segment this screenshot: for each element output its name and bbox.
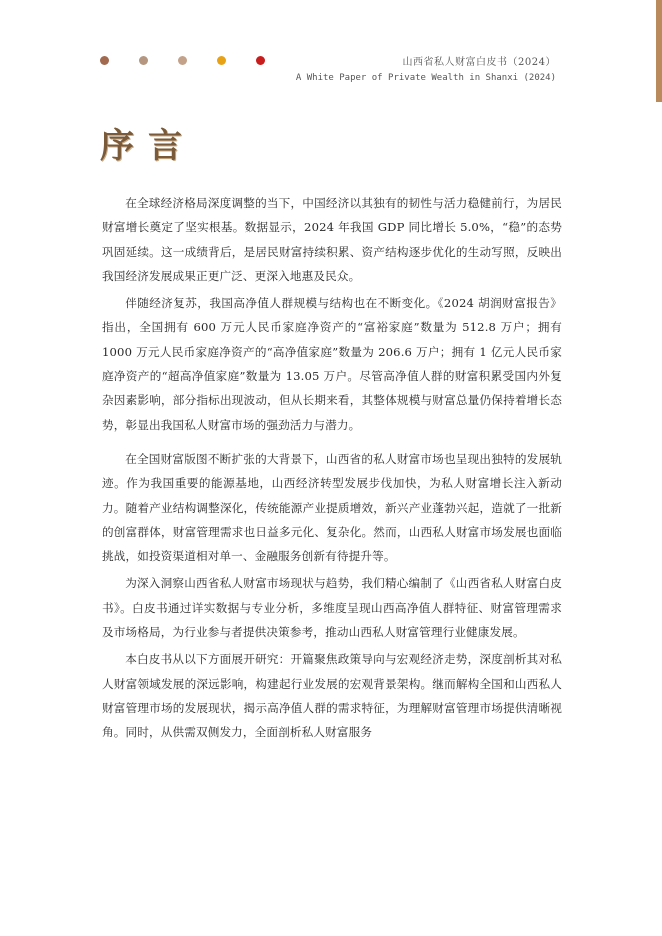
paragraph-4: 为深入洞察山西省私人财富市场现状与趋势，我们精心编制了《山西省私人财富白皮书》。白皮书通过详实数据与专业分析，多维度呈现山西高净值人群特征、财富管理需求及市场格局，为行业参与者提供决策参考，推动山西私人财富管理行业健康发展。: [102, 576, 562, 640]
header-title-en: A White Paper of Private Wealth in Shanxi (2024): [295, 73, 556, 83]
paragraph-2: 伴随经济复苏，我国高净值人群规模与结构也在不断变化。《2024 胡润财富报告》指出，全国拥有 600 万元人民币家庭净资产的“富裕家庭”数量为 512.8 万户；拥有 1000 万元人民币家庭净资产的“高净值家庭”数量为 206.6 万户；拥有 1 亿元人民币家庭净资产的“超高净值家庭”数量为 13.05 万户。尽管高净值人群的财富积累受国内外复杂因素影响，部分指标出现波动，但从长期来看，其整体规模与财富总量仍保持着增长态势，彰显出我国私人财富市场的强劲活力与潜力。: [102, 296, 562, 432]
dot-4: [217, 56, 226, 65]
decorative-dots: [100, 56, 265, 65]
header-title-cn: 山西省私人财富白皮书（2024）: [402, 57, 556, 68]
dot-5: [256, 56, 265, 65]
accent-side-bar: [656, 0, 662, 102]
paragraph-1: 在全球经济格局深度调整的当下，中国经济以其独有的韧性与活力稳健前行，为居民财富增长奠定了坚实根基。数据显示，2024 年我国 GDP 同比增长 5.0%，“稳”的态势巩固延续。这一成绩背后，是居民财富持续积累、资产结构逐步优化的生动写照，反映出我国经济发展成果正更广泛、更深入地惠及民众。: [102, 196, 562, 283]
page-title: 序言: [100, 126, 196, 166]
paragraph-3: 在全国财富版图不断扩张的大背景下，山西省的私人财富市场也呈现出独特的发展轨迹。作为我国重要的能源基地，山西经济转型发展步伐加快，为私人财富增长注入新动力。随着产业结构调整深化，传统能源产业提质增效，新兴产业蓬勃兴起，造就了一批新的创富群体，财富管理需求也日益多元化、复杂化。然而，山西私人财富市场发展也面临挑战，如投资渠道相对单一、金融服务创新有待提升等。: [102, 451, 562, 564]
dot-3: [178, 56, 187, 65]
dot-1: [100, 56, 109, 65]
dot-2: [139, 56, 148, 65]
paragraph-5: 本白皮书从以下方面展开研究：开篇聚焦政策导向与宏观经济走势，深度剖析其对私人财富领域发展的深远影响，构建起行业发展的宏观背景架构。继而解构全国和山西私人财富管理市场的发展现状，揭示高净值人群的需求特征，为理解财富管理市场提供清晰视角。同时，从供需双侧发力，全面剖析私人财富服务: [102, 652, 562, 740]
preface-body: [102, 191, 562, 748]
